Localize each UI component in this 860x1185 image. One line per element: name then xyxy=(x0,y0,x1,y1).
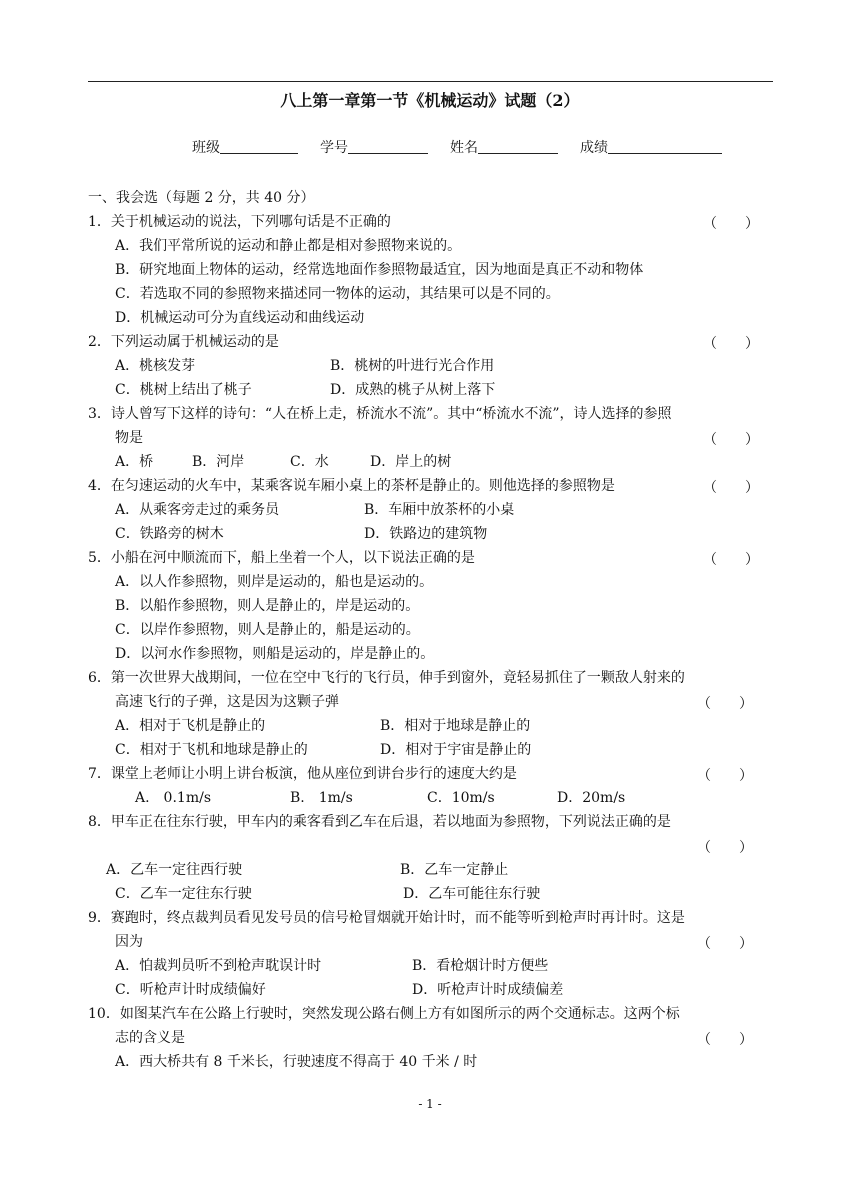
page-title: 八上第一章第一节《机械运动》试题（2） xyxy=(280,91,580,110)
score-field xyxy=(580,137,722,157)
q7-option-d: D．20m/s xyxy=(557,790,626,806)
section-heading: 一、我会选（每题 2 分，共 40 分） xyxy=(88,190,315,206)
score-blank[interactable] xyxy=(608,139,722,154)
question-6: 6．第一次世界大战期间，一位在空中飞行的飞行员，伸手到窗外，竟轻易抓住了一颗敌人射来的 xyxy=(88,670,685,686)
q1-option-d: D．机械运动可分为直线运动和曲线运动 xyxy=(115,310,365,326)
answer-slot-3[interactable]: （ ） xyxy=(703,432,759,448)
answer-slot-8[interactable]: （ ） xyxy=(697,840,753,856)
answer-slot-9[interactable]: （ ） xyxy=(697,936,753,952)
q5-option-d: D．以河水作参照物，则船是运动的，岸是静止的。 xyxy=(115,646,435,662)
class-label: 班级 xyxy=(192,140,220,156)
question-9-cont: 因为 xyxy=(115,934,143,950)
score-label: 成绩 xyxy=(580,140,608,156)
question-3: 3．诗人曾写下这样的诗句：“人在桥上走，桥流水不流”。其中“桥流水不流”，诗人选择的参照 xyxy=(88,406,672,422)
q3-option-b: B．河岸 xyxy=(192,454,245,470)
q2-option-d: D．成熟的桃子从树上落下 xyxy=(330,382,496,398)
page-number: - 1 - xyxy=(418,1097,442,1111)
q7-option-c: C．10m/s xyxy=(427,790,495,806)
q6-option-b: B．相对于地球是静止的 xyxy=(380,718,531,734)
question-5: 5．小船在河中顺流而下，船上坐着一个人，以下说法正确的是 xyxy=(88,550,475,566)
q9-option-d: D．听枪声计时成绩偏差 xyxy=(412,982,564,998)
q6-option-a: A．相对于飞机是静止的 xyxy=(115,718,266,734)
q4-option-d: D．铁路边的建筑物 xyxy=(364,526,488,542)
question-9: 9．赛跑时，终点裁判员看见发号员的信号枪冒烟就开始计时，而不能等听到枪声时再计时。这是 xyxy=(88,910,685,926)
q5-option-a: A．以人作参照物，则岸是运动的，船也是运动的。 xyxy=(115,574,434,590)
q5-option-c: C．以岸作参照物，则人是静止的，船是运动的。 xyxy=(115,622,420,638)
name-label: 姓名 xyxy=(450,140,478,156)
answer-slot-2[interactable]: （ ） xyxy=(703,336,759,352)
q7-option-a: A. 0.1m/s xyxy=(135,790,212,806)
number-label: 学号 xyxy=(320,140,348,156)
answer-slot-10[interactable]: （ ） xyxy=(697,1032,753,1048)
q9-option-b: B．看枪烟计时方便些 xyxy=(412,958,549,974)
q9-option-a: A．怕裁判员听不到枪声耽误计时 xyxy=(115,958,322,974)
answer-slot-4[interactable]: （ ） xyxy=(703,480,759,496)
question-1: 1．关于机械运动的说法，下列哪句话是不正确的 xyxy=(88,214,391,230)
number-field xyxy=(320,137,428,157)
question-7: 7．课堂上老师让小明上讲台板演，他从座位到讲台步行的速度大约是 xyxy=(88,766,517,782)
question-10: 10．如图某汽车在公路上行驶时，突然发现公路右侧上方有如图所示的两个交通标志。这两个标 xyxy=(88,1006,680,1022)
q7-option-b: B. 1m/s xyxy=(290,790,353,806)
q10-option-a: A．西大桥共有 8 千米长，行驶速度不得高于 40 千米 / 时 xyxy=(115,1054,478,1070)
q5-option-b: B．以船作参照物，则人是静止的，岸是运动的。 xyxy=(115,598,420,614)
student-info-row xyxy=(192,137,722,157)
question-3-cont: 物是 xyxy=(115,430,143,446)
q1-option-b: B．研究地面上物体的运动，经常选地面作参照物最适宜，因为地面是真正不动和物体 xyxy=(115,262,644,278)
name-field xyxy=(450,137,558,157)
answer-slot-6[interactable]: （ ） xyxy=(697,696,753,712)
q9-option-c: C．听枪声计时成绩偏好 xyxy=(115,982,266,998)
q3-option-d: D．岸上的树 xyxy=(370,454,452,470)
q8-option-d: D．乙车可能往东行驶 xyxy=(403,886,541,902)
q4-option-a: A．从乘客旁走过的乘务员 xyxy=(115,502,280,518)
q4-option-b: B．车厢中放茶杯的小桌 xyxy=(364,502,515,518)
q2-option-a: A．桃核发芽 xyxy=(115,358,196,374)
q8-option-c: C．乙车一定往东行驶 xyxy=(115,886,252,902)
q2-option-b: B．桃树的叶进行光合作用 xyxy=(330,358,495,374)
answer-slot-1[interactable]: （ ） xyxy=(703,216,759,232)
class-field xyxy=(192,137,298,157)
q3-option-c: C．水 xyxy=(290,454,329,470)
q6-option-c: C．相对于飞机和地球是静止的 xyxy=(115,742,308,758)
question-6-cont: 高速飞行的子弹，这是因为这颗子弹 xyxy=(115,694,339,710)
answer-slot-7[interactable]: （ ） xyxy=(697,768,753,784)
class-blank[interactable] xyxy=(220,139,298,154)
q2-option-c: C．桃树上结出了桃子 xyxy=(115,382,252,398)
question-8: 8．甲车正在往东行驶，甲车内的乘客看到乙车在后退，若以地面为参照物，下列说法正确的是 xyxy=(88,814,671,830)
q8-option-a: A．乙车一定往西行驶 xyxy=(106,862,243,878)
name-blank[interactable] xyxy=(478,139,558,154)
question-2: 2．下列运动属于机械运动的是 xyxy=(88,334,279,350)
q6-option-d: D．相对于宇宙是静止的 xyxy=(380,742,532,758)
q1-option-c: C．若选取不同的参照物来描述同一物体的运动，其结果可以是不同的。 xyxy=(115,286,560,302)
q4-option-c: C．铁路旁的树木 xyxy=(115,526,224,542)
number-blank[interactable] xyxy=(348,139,428,154)
q3-option-a: A．桥 xyxy=(115,454,154,470)
answer-slot-5[interactable]: （ ） xyxy=(703,552,759,568)
question-4: 4．在匀速运动的火车中，某乘客说车厢小桌上的茶杯是静止的。则他选择的参照物是 xyxy=(88,478,615,494)
header-rule xyxy=(88,81,773,82)
q8-option-b: B．乙车一定静止 xyxy=(400,862,509,878)
question-10-cont: 志的含义是 xyxy=(115,1030,185,1046)
q1-option-a: A．我们平常所说的运动和静止都是相对参照物来说的。 xyxy=(115,238,462,254)
